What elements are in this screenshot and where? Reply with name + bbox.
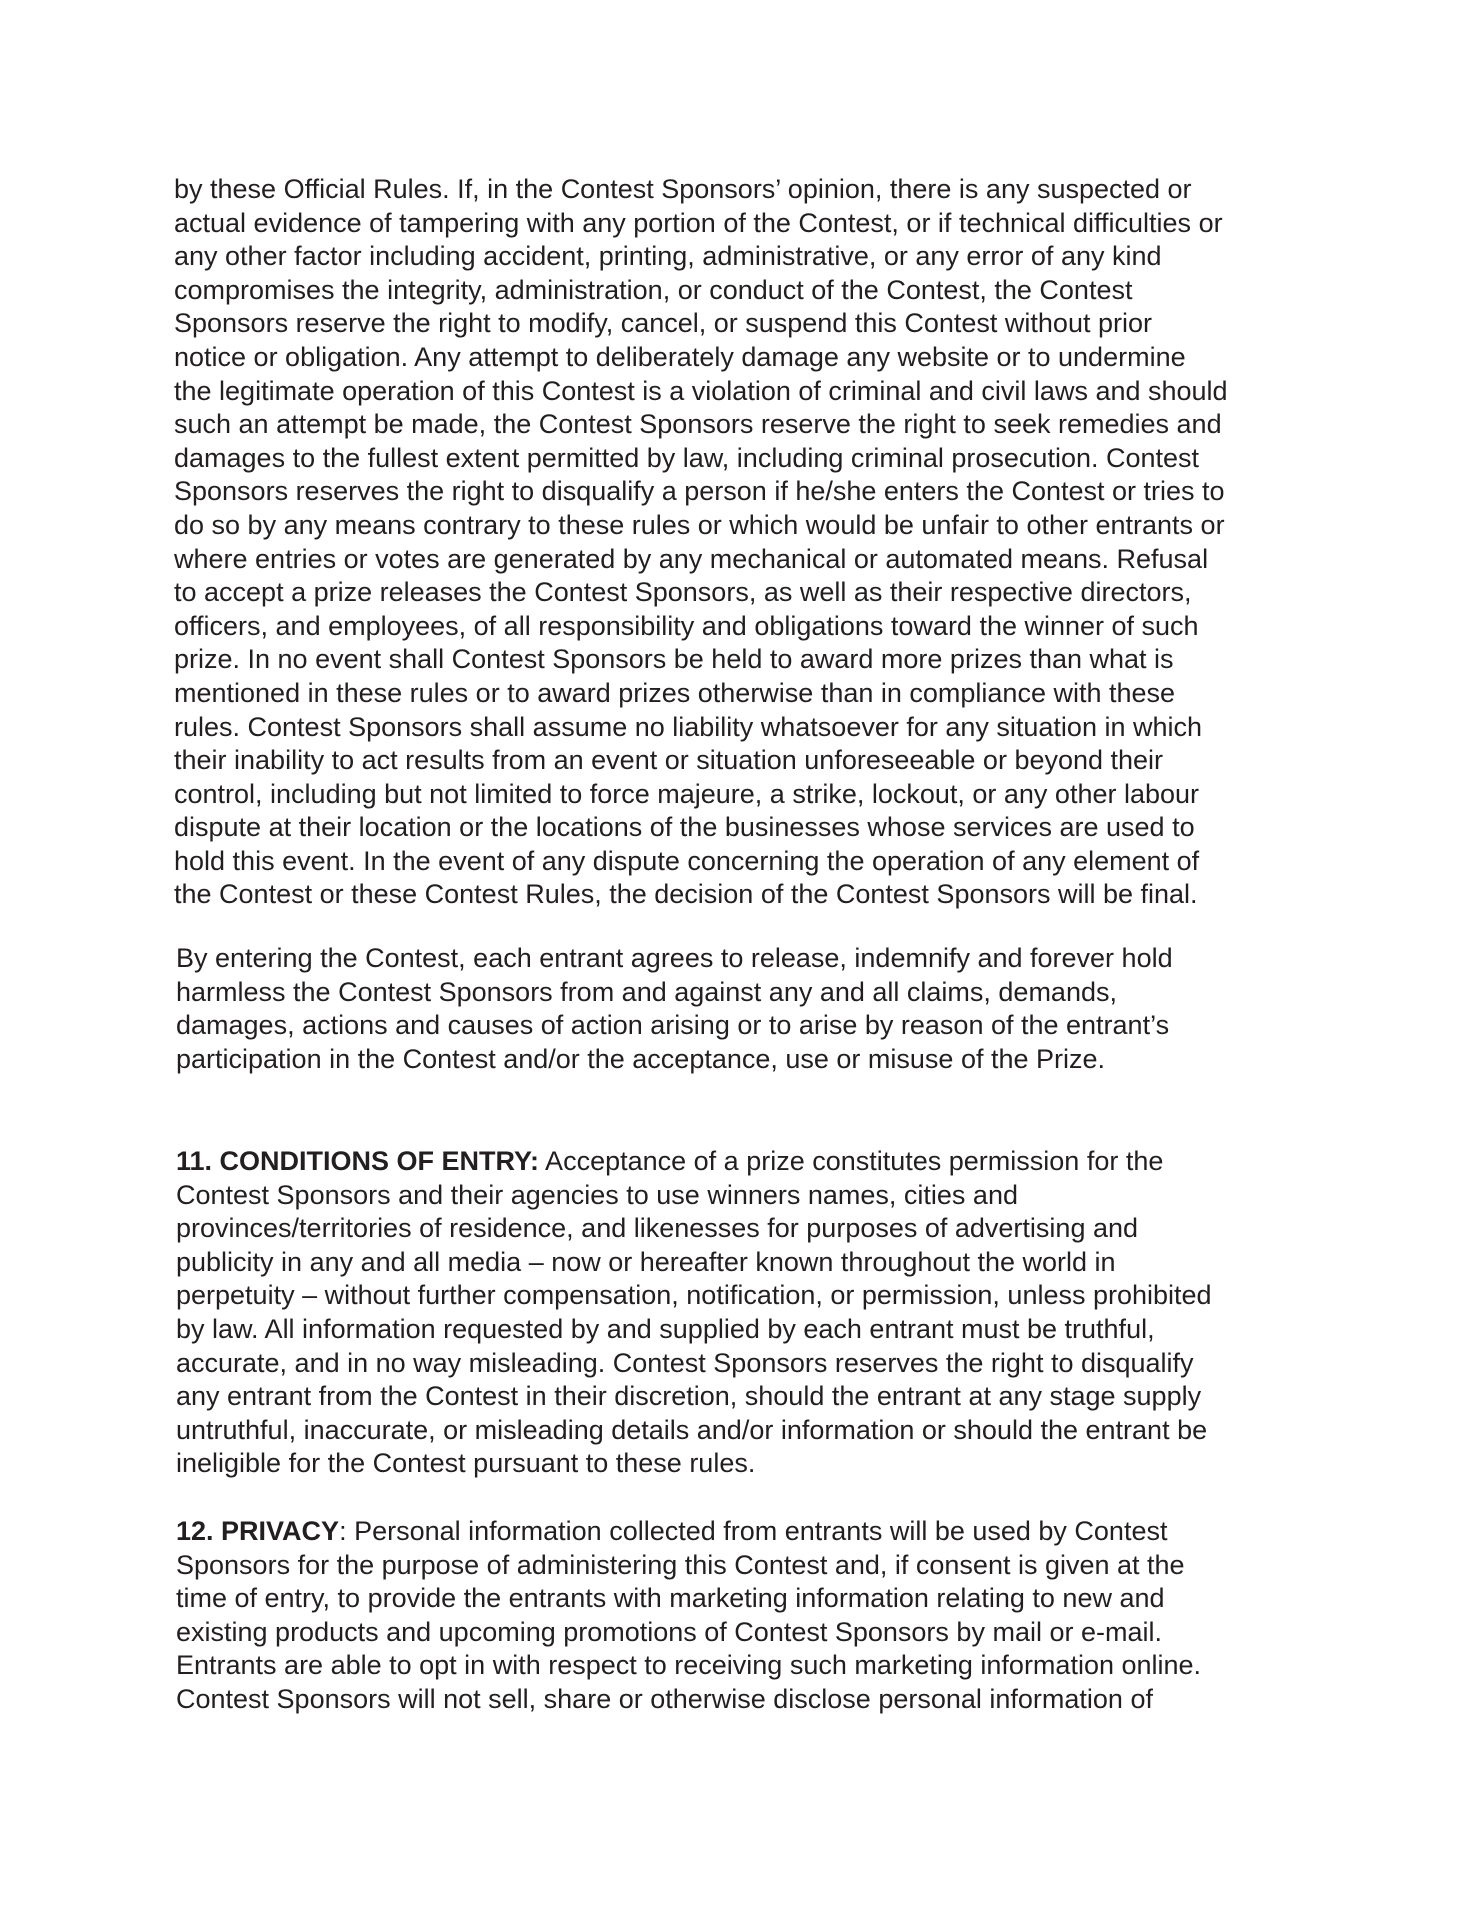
text-line: existing products and upcoming promotions of Contest Sponsors by mail or e-mail.	[176, 1616, 1162, 1647]
text-line: mentioned in these rules or to award prizes otherwise than in compliance with these	[174, 677, 1176, 708]
section-heading: 12. PRIVACY	[176, 1516, 340, 1546]
text-line: accurate, and in no way misleading. Contest Sponsors reserves the right to disqualify	[176, 1347, 1194, 1378]
text-line: publicity in any and all media – now or hereafter known throughout the world in	[176, 1246, 1116, 1277]
section-heading: 11. CONDITIONS OF ENTRY:	[176, 1146, 540, 1176]
text-line: the Contest or these Contest Rules, the decision of the Contest Sponsors will be final.	[174, 879, 1198, 910]
text-line: harmless the Contest Sponsors from and against any and all claims, demands,	[176, 976, 1117, 1007]
text-line: by law. All information requested by and supplied by each entrant must be truthful,	[176, 1313, 1155, 1344]
text-line: any other factor including accident, printing, administrative, or any error of any kind	[174, 241, 1162, 272]
text-line: do so by any means contrary to these rules or which would be unfair to other entrants or	[174, 509, 1225, 540]
text-line: untruthful, inaccurate, or misleading details and/or information or should the entrant be	[176, 1414, 1208, 1445]
section-first-line	[176, 1145, 1212, 1179]
text-line: to accept a prize releases the Contest Sponsors, as well as their respective directors,	[174, 577, 1192, 608]
text-line: rules. Contest Sponsors shall assume no liability whatsoever for any situation in which	[174, 711, 1203, 742]
section-privacy	[176, 1515, 1201, 1717]
text-line: Sponsors reserves the right to disqualify a person if he/she enters the Contest or tries to	[174, 476, 1225, 507]
text-line: by these Official Rules. If, in the Contest Sponsors’ opinion, there is any suspected or	[174, 174, 1192, 204]
text-line: damages, actions and causes of action arising or to arise by reason of the entrant’s	[176, 1010, 1170, 1041]
section-first-line-text: : Personal information collected from entrants will be used by Contest	[339, 1516, 1168, 1546]
text-line: Contest Sponsors and their agencies to use winners names, cities and	[176, 1179, 1018, 1210]
rules-paragraph-release	[176, 942, 1173, 1076]
text-line: prize. In no event shall Contest Sponsors be held to award more prizes than what is	[174, 644, 1174, 675]
text-line: officers, and employees, of all responsibility and obligations toward the winner of such	[174, 610, 1199, 641]
section-first-line	[176, 1515, 1201, 1549]
text-line: Sponsors for the purpose of administering this Contest and, if consent is given at the	[176, 1549, 1185, 1580]
text-line: such an attempt be made, the Contest Sponsors reserve the right to seek remedies and	[174, 409, 1222, 440]
text-line: ineligible for the Contest pursuant to these rules.	[176, 1448, 756, 1479]
text-line: By entering the Contest, each entrant agrees to release, indemnify and forever hold	[176, 943, 1173, 973]
text-line: Contest Sponsors will not sell, share or otherwise disclose personal information of	[176, 1683, 1153, 1714]
text-line: time of entry, to provide the entrants with marketing information relating to new and	[176, 1583, 1165, 1614]
text-line: Entrants are able to opt in with respect to receiving such marketing information online.	[176, 1650, 1202, 1681]
text-line: provinces/territories of residence, and likenesses for purposes of advertising and	[176, 1213, 1139, 1244]
text-line: notice or obligation. Any attempt to deliberately damage any website or to undermine	[174, 341, 1186, 372]
section-conditions-of-entry	[176, 1145, 1212, 1481]
text-line: damages to the fullest extent permitted by law, including criminal prosecution. Contest	[174, 442, 1200, 473]
text-line: participation in the Contest and/or the acceptance, use or misuse of the Prize.	[176, 1043, 1106, 1074]
text-line: control, including but not limited to force majeure, a strike, lockout, or any other labour	[174, 778, 1200, 809]
text-line: perpetuity – without further compensation, notification, or permission, unless prohibited	[176, 1280, 1212, 1311]
text-line: dispute at their location or the locations of the businesses whose services are used to	[174, 812, 1195, 843]
rules-paragraph-disqualification	[174, 173, 1228, 912]
text-line: actual evidence of tampering with any portion of the Contest, or if technical difficulties or	[174, 207, 1223, 238]
text-line: compromises the integrity, administration, or conduct of the Contest, the Contest	[174, 274, 1133, 305]
text-line: the legitimate operation of this Contest is a violation of criminal and civil laws and should	[174, 375, 1228, 406]
text-line: their inability to act results from an event or situation unforeseeable or beyond their	[174, 745, 1164, 776]
text-line: any entrant from the Contest in their discretion, should the entrant at any stage supply	[176, 1381, 1202, 1412]
text-line: hold this event. In the event of any dispute concerning the operation of any element of	[174, 845, 1200, 876]
text-line: Sponsors reserve the right to modify, cancel, or suspend this Contest without prior	[174, 308, 1152, 339]
text-line: where entries or votes are generated by any mechanical or automated means. Refusal	[174, 543, 1209, 574]
section-first-line-text: Acceptance of a prize constitutes permission for the	[539, 1146, 1164, 1176]
